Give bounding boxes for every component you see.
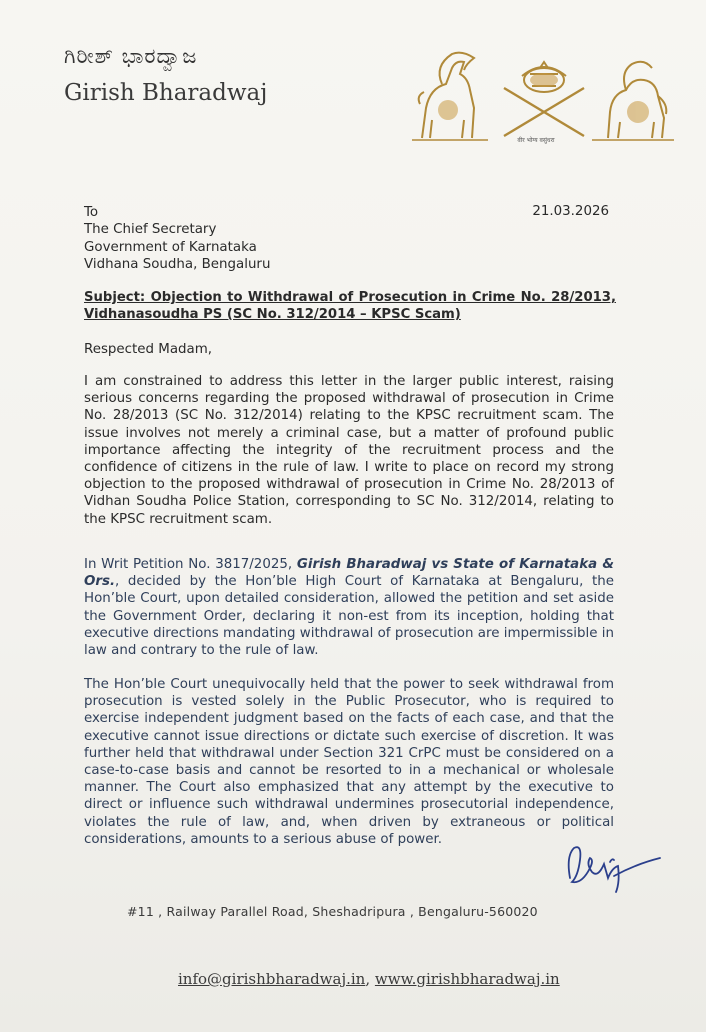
footer-website-link[interactable]: www.girishbharadwaj.in xyxy=(374,970,560,988)
recipient-to: To xyxy=(84,205,99,220)
footer-contacts xyxy=(178,970,560,988)
footer-separator: , xyxy=(365,970,375,988)
recipient-line-2: Government of Karnataka xyxy=(84,239,257,255)
paragraph-2-after: , decided by the Hon’ble High Court of Karnataka at Bengaluru, the Hon’ble Court, upon detailed consideration, allowed the petition and set aside the Government Order, declaring it non-est from its inception, holding that executive directions mandating withdrawal of prosecution are impermissible in law and contrary to the rule of law. xyxy=(84,574,614,659)
footer-email-link[interactable]: info@girishbharadwaj.in xyxy=(178,970,366,988)
letterhead-name-kannada: ಗಿರೀಶ್ ಭಾರದ್ವಾಜ xyxy=(64,44,198,68)
letter-address: #11 , Railway Parallel Road, Sheshadripura , Bengaluru-560020 xyxy=(127,904,538,919)
recipient-block xyxy=(84,204,270,274)
letter-subject: Subject: Objection to Withdrawal of Prosecution in Crime No. 28/2013, Vidhanasoudha PS (SC No. 312/2014 – KPSC Scam) xyxy=(84,290,616,322)
recipient-line-3: Vidhana Soudha, Bengaluru xyxy=(84,257,271,273)
letter-date: 21.03.2026 xyxy=(532,204,609,219)
paragraph-3: The Hon’ble Court unequivocally held that the power to seek withdrawal from prosecution is vested solely in the Public Prosecutor, who is required to exercise independent judgment based on the facts of each case, and that the executive cannot issue directions or dictate such exercise of discretion. It was further held that withdrawal under Section 321 CrPC must be considered on a case-to-case basis and cannot be resorted to in a mechanical or wholesale manner. The Court also emphasized that any attempt by the executive to direct or influence such withdrawal undermines prosecutorial independence, violates the rule of law, and, when driven by extraneous or political considerations, amounts to a serious abuse of power. xyxy=(84,677,614,847)
salutation: Respected Madam, xyxy=(84,342,213,357)
paragraph-1: I am constrained to address this letter in the larger public interest, raising serious concerns regarding the proposed withdrawal of prosecution in Crime No. 28/2013 (SC No. 312/2014) relating to the KPSC recruitment scam. The issue involves not merely a criminal case, but a matter of profound public importance affecting the integrity of the recruitment process and the confidence of citizens in the rule of law. I write to place on record my strong objection to the proposed withdrawal of prosecution in Crime No. 28/2013 of Vidhan Soudha Police Station, corresponding to SC No. 312/2014, relating to the KPSC recruitment scam. xyxy=(84,374,614,527)
signature-icon xyxy=(560,838,664,898)
paragraph-2 xyxy=(84,556,614,659)
recipient-line-1: The Chief Secretary xyxy=(84,222,217,238)
case-name: Girish Bharadwaj vs State of Karnataka & Ors. xyxy=(84,557,614,590)
letterhead-name-english: Girish Bharadwaj xyxy=(64,80,268,106)
emblem-motto: वीर भोग्य वसुंधरा xyxy=(517,137,555,144)
paragraph-2-before: In Writ Petition No. 3817/2025, xyxy=(84,557,297,572)
